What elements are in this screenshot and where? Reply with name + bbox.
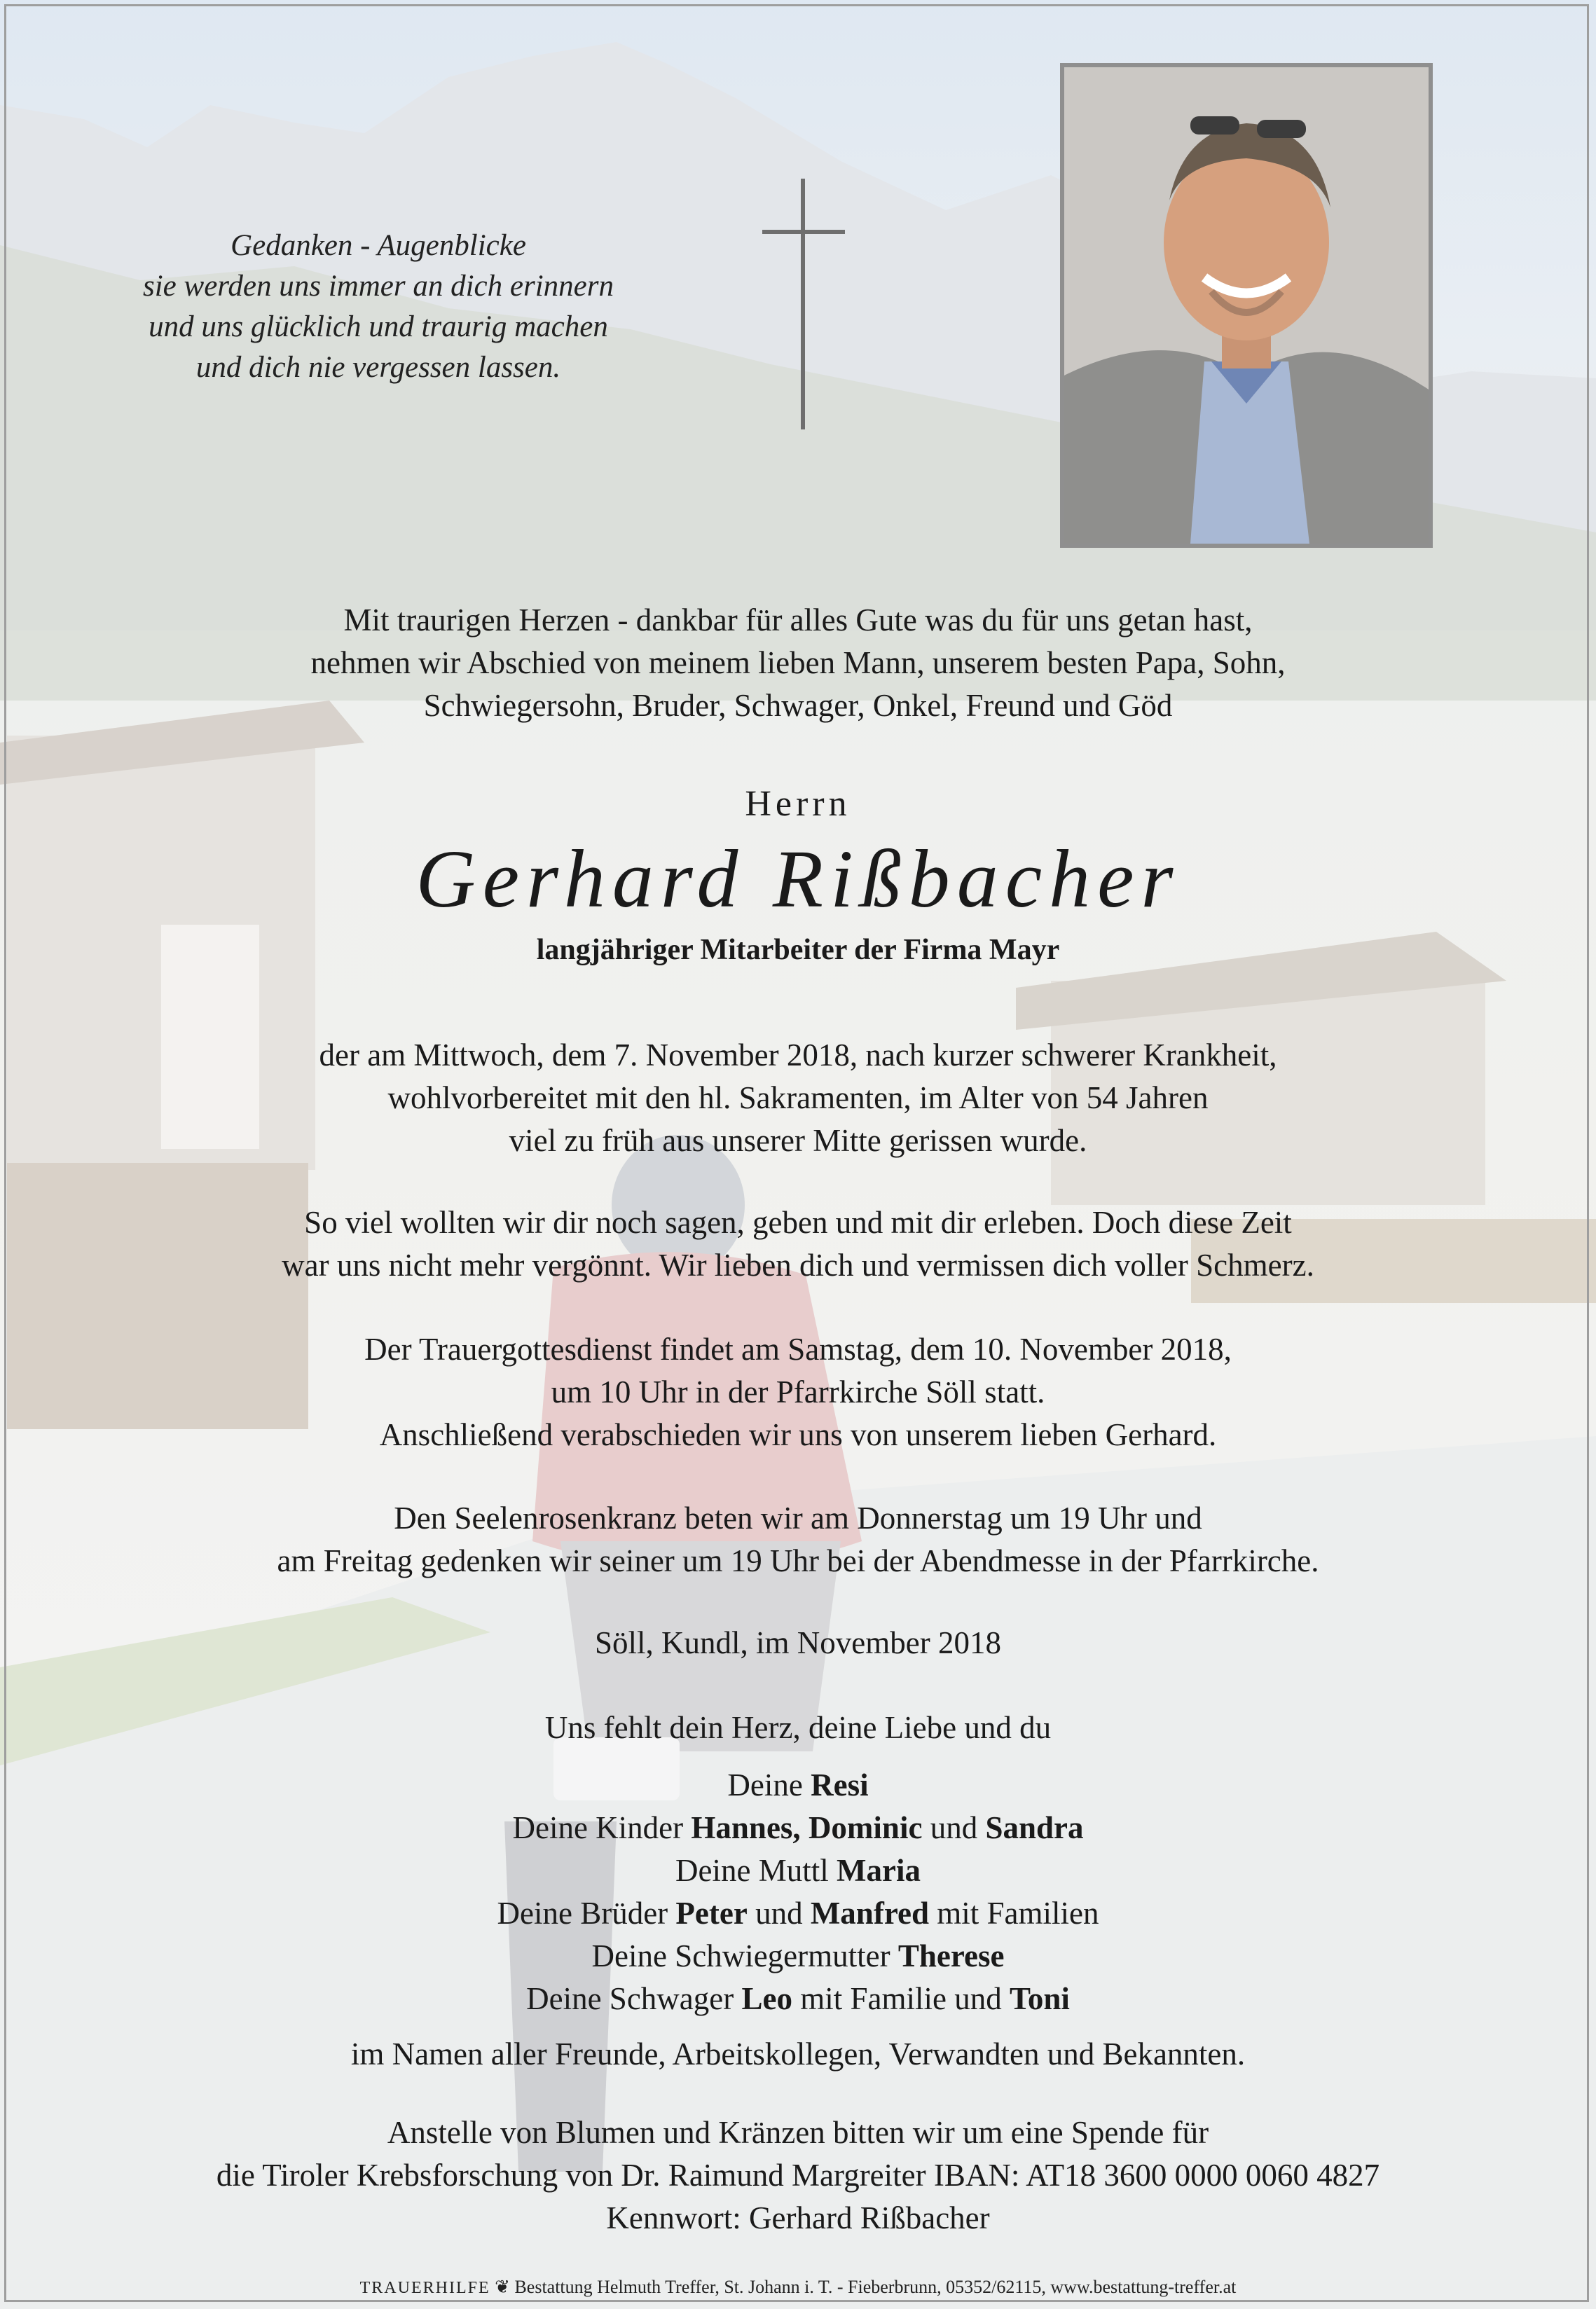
family-brothers-in-law: Deine Schwager Leo mit Familie und Toni	[526, 1981, 1070, 2016]
rosary-line: am Freitag gedenken wir seiner um 19 Uhr bei der Abendmesse in der Pfarrkirche.	[277, 1543, 1319, 1578]
funeral-service	[0, 1328, 1596, 1456]
intro-line: Mit traurigen Herzen - dankbar für alles Gute was du für uns getan hast,	[343, 602, 1253, 637]
personal-words-line: So viel wollten wir dir noch sagen, geben und mit dir erleben. Doch diese Zeit	[304, 1205, 1292, 1240]
place-date: Söll, Kundl, im November 2018	[595, 1625, 1001, 1660]
family-brothers: Deine Brüder Peter und Manfred mit Familien	[497, 1896, 1099, 1931]
intro-line: nehmen wir Abschied von meinem lieben Mann, unserem besten Papa, Sohn,	[310, 645, 1286, 680]
rosary-info	[0, 1497, 1596, 1583]
verse-line: und dich nie vergessen lassen.	[195, 351, 561, 384]
death-notice-line: wohlvorbereitet mit den hl. Sakramenten, im Alter von 54 Jahren	[387, 1080, 1209, 1115]
death-notice-line: der am Mittwoch, dem 7. November 2018, nach kurzer schwerer Krankheit,	[319, 1038, 1277, 1073]
deceased-subtitle: langjähriger Mitarbeiter der Firma Mayr	[536, 934, 1060, 966]
verse-line: Gedanken - Augenblicke	[231, 229, 526, 262]
family-wife: Deine Resi	[727, 1767, 869, 1803]
family-children: Deine Kinder Hannes, Dominic und Sandra	[512, 1810, 1084, 1845]
footer-brand: TRAUERHILFE	[359, 2279, 490, 2297]
donation-line: Anstelle von Blumen und Kränzen bitten wir um eine Spende für	[387, 2115, 1209, 2150]
cross-icon-bar	[762, 230, 845, 234]
names-of-all: im Namen aller Freunde, Arbeitskollegen, Verwandten und Bekannten.	[350, 2036, 1246, 2072]
donation-line: die Tiroler Krebsforschung von Dr. Raimund Margreiter IBAN: AT18 3600 0000 0060 4827	[216, 2158, 1380, 2193]
family-list	[0, 1764, 1596, 2020]
personal-words-line: war uns nicht mehr vergönnt. Wir lieben dich und vermissen dich voller Schmerz.	[282, 1248, 1314, 1283]
verse-poem	[77, 226, 680, 388]
personal-words	[0, 1201, 1596, 1287]
death-notice	[0, 1034, 1596, 1162]
portrait-illustration	[1064, 67, 1429, 544]
donation-line: Kennwort: Gerhard Rißbacher	[606, 2200, 990, 2235]
family-mother: Deine Muttl Maria	[675, 1853, 921, 1888]
deceased-name: Gerhard Rißbacher	[415, 833, 1181, 925]
intro-paragraph	[0, 599, 1596, 727]
death-notice-line: viel zu früh aus unserer Mitte gerissen wurde.	[509, 1123, 1087, 1158]
footer-logo-icon: ❦	[495, 2277, 510, 2297]
cross-icon	[801, 179, 805, 429]
funeral-line: um 10 Uhr in der Pfarrkirche Söll statt.	[551, 1374, 1045, 1409]
funeral-line: Anschließend verabschieden wir uns von unserem lieben Gerhard.	[379, 1417, 1217, 1452]
verse-line: sie werden uns immer an dich erinnern	[143, 270, 614, 303]
donation-request	[0, 2111, 1596, 2240]
footer-text: Bestattung Helmuth Treffer, St. Johann i. T. - Fieberbrunn, 05352/62115, www.bestattung-treffer.at	[514, 2277, 1237, 2297]
rosary-line: Den Seelenrosenkranz beten wir am Donnerstag um 19 Uhr und	[394, 1501, 1202, 1536]
verse-line: und uns glücklich und traurig machen	[149, 310, 608, 343]
intro-line: Schwiegersohn, Bruder, Schwager, Onkel, Freund und Göd	[423, 688, 1173, 723]
salutation: Herrn	[745, 784, 851, 824]
family-mother-in-law: Deine Schwiegermutter Therese	[591, 1938, 1005, 1973]
funeral-line: Der Trauergottesdienst findet am Samstag, dem 10. November 2018,	[364, 1332, 1232, 1367]
footer	[0, 2277, 1596, 2298]
portrait-photo	[1060, 63, 1433, 548]
closing-line: Uns fehlt dein Herz, deine Liebe und du	[544, 1710, 1052, 1745]
